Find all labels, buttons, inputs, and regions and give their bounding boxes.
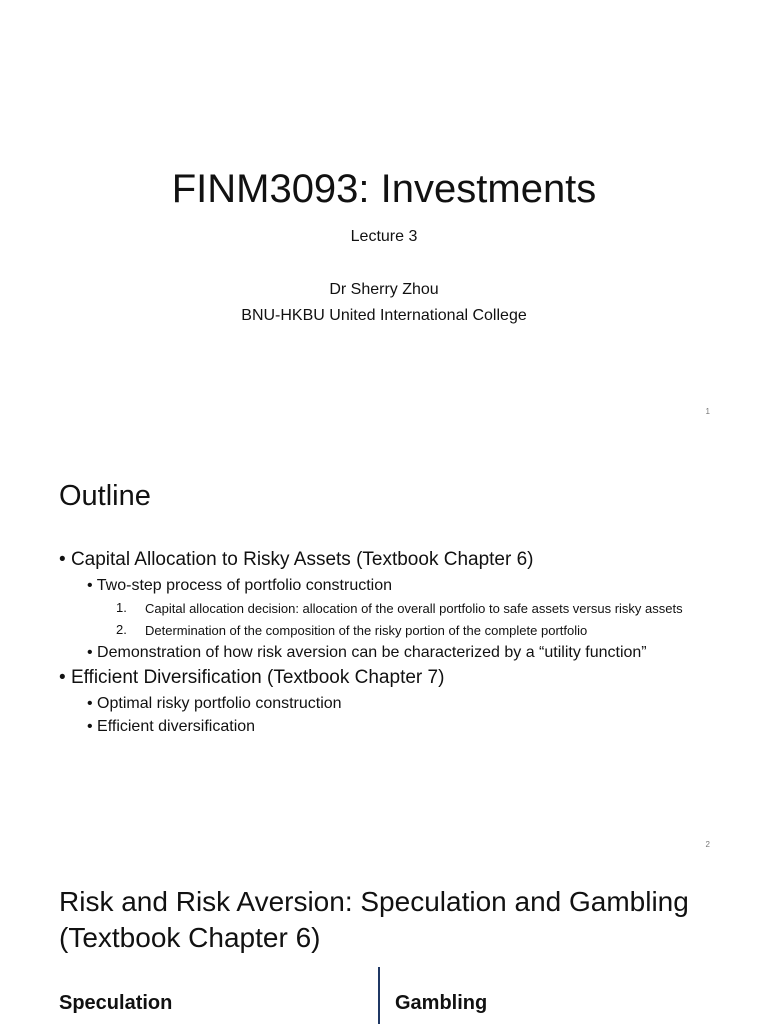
outline-list bbox=[59, 549, 729, 741]
list-item: • Demonstration of how risk aversion can be characterized by a “utility function” bbox=[87, 644, 647, 661]
list-item: 1. Capital allocation decision: allocation of the overall portfolio to safe assets versus risky assets bbox=[116, 600, 683, 616]
column-divider bbox=[378, 967, 380, 1024]
list-item: • Efficient diversification bbox=[87, 718, 256, 735]
slide-title: FINM3093: Investments bbox=[171, 167, 597, 211]
list-item: 2. Determination of the composition of the risky portion of the complete portfolio bbox=[116, 622, 588, 638]
speculation-heading: Speculation bbox=[59, 992, 173, 1014]
page-number: 2 bbox=[705, 840, 710, 849]
college-name: BNU-HKBU United International College bbox=[241, 307, 527, 324]
slide-title: Outline bbox=[59, 480, 151, 512]
list-item: • Optimal risky portfolio construction bbox=[87, 695, 342, 712]
list-item: • Capital Allocation to Risky Assets (Textbook Chapter 6) bbox=[59, 549, 534, 570]
list-item: • Efficient Diversification (Textbook Chapter 7) bbox=[59, 667, 445, 688]
slide-title: Risk and Risk Aversion: Speculation and Gambling (Textbook Chapter 6) bbox=[59, 886, 689, 953]
list-item: • Two-step process of portfolio construction bbox=[87, 577, 393, 594]
lecture-number: Lecture 3 bbox=[350, 228, 418, 245]
risk-slide bbox=[0, 864, 768, 1024]
gambling-heading: Gambling bbox=[395, 992, 488, 1014]
author-name: Dr Sherry Zhou bbox=[329, 281, 439, 298]
title-slide bbox=[0, 0, 768, 432]
outline-slide bbox=[0, 432, 768, 864]
page-number: 1 bbox=[705, 407, 710, 416]
